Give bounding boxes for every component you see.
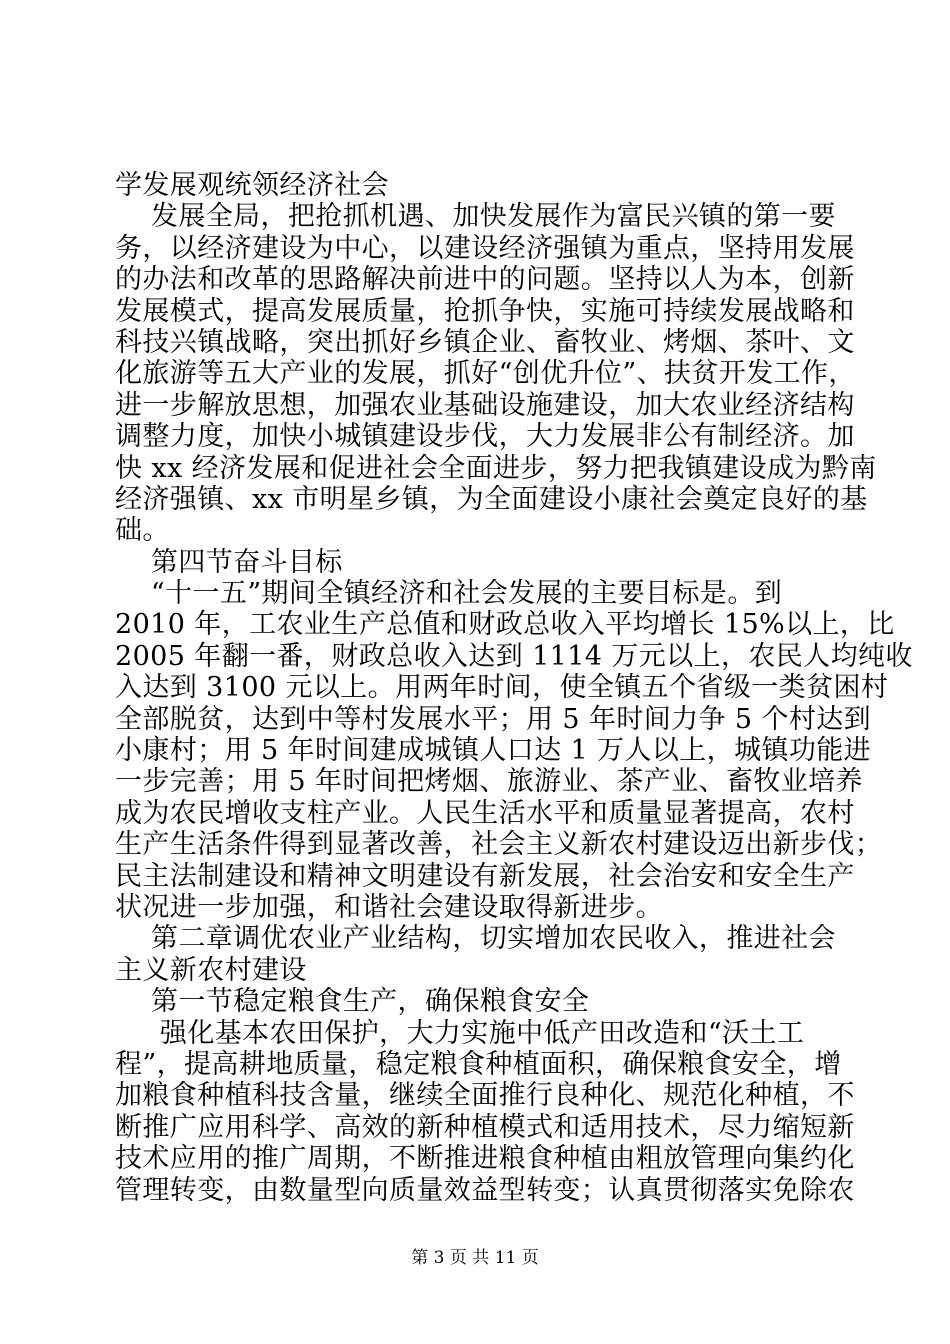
text-line: 发展模式，提高发展质量，抢抓争快，实施可持续发展战略和 bbox=[115, 295, 855, 327]
text-line: 进一步解放思想，加强农业基础设施建设，加大农业经济结构 bbox=[115, 389, 855, 421]
text-line: 经济强镇、xx 市明星乡镇，为全面建设小康社会奠定良好的基 bbox=[115, 483, 868, 515]
text-line: 断推广应用科学、高效的新种植模式和适用技术，尽力缩短新 bbox=[115, 1111, 855, 1143]
text-line: 发展全局，把抢抓机遇、加快发展作为富民兴镇的第一要 bbox=[115, 201, 836, 233]
text-line: 科技兴镇战略，突出抓好乡镇企业、畜牧业、烤烟、茶叶、文 bbox=[115, 326, 855, 358]
text-line: 入达到 3100 元以上。用两年时间，使全镇五个省级一类贫困村 bbox=[115, 672, 889, 704]
text-line: 学发展观统领经济社会 bbox=[115, 170, 389, 201]
text-line: 程”，提高耕地质量，稳定粮食种植面积，确保粮食安全，增 bbox=[115, 1048, 842, 1080]
text-line: 成为农民增收支柱产业。人民生活水平和质量显著提高，农村 bbox=[115, 797, 855, 829]
text-line: “十一五”期间全镇经济和社会发展的主要目标是。到 bbox=[115, 578, 783, 610]
page-number-footer: 第 3 页 共 11 页 bbox=[411, 1248, 539, 1268]
text-line: 快 xx 经济发展和促进社会全面进步，努力把我镇建设成为黔南 bbox=[115, 452, 877, 484]
text-line: 状况进一步加强，和谐社会建设取得新进步。 bbox=[115, 891, 663, 923]
text-line: 民主法制建设和精神文明建设有新发展，社会治安和安全生产 bbox=[115, 860, 855, 892]
text-line: 第二章调优农业产业结构，切实增加农民收入，推进社会 bbox=[115, 923, 836, 955]
text-line: 管理转变，由数量型向质量效益型转变；认真贯彻落实免除农 bbox=[115, 1174, 855, 1206]
document-body bbox=[115, 170, 913, 1206]
text-line: 务，以经济建设为中心，以建设经济强镇为重点，坚持用发展 bbox=[115, 232, 855, 264]
text-line: 技术应用的推广周期，不断推进粮食种植由粗放管理向集约化 bbox=[115, 1143, 855, 1175]
text-line: 一步完善；用 5 年时间把烤烟、旅游业、茶产业、畜牧业培养 bbox=[115, 766, 863, 798]
text-line: 调整力度，加快小城镇建设步伐，大力发展非公有制经济。加 bbox=[115, 421, 855, 453]
text-line: 全部脱贫，达到中等村发展水平；用 5 年时间力争 5 个村达到 bbox=[115, 703, 872, 735]
text-line: 的办法和改革的思路解决前进中的问题。坚持以人为本，创新 bbox=[115, 264, 855, 296]
text-line: 第四节奋斗目标 bbox=[115, 546, 343, 578]
text-line: 主义新农村建设 bbox=[115, 954, 307, 986]
text-line: 生产生活条件得到显著改善，社会主义新农村建设迈出新步伐； bbox=[115, 829, 883, 861]
text-line: 础。 bbox=[115, 515, 170, 547]
text-line: 2005 年翻一番，财政总收入达到 1114 万元以上，农民人均纯收 bbox=[115, 640, 913, 672]
text-line: 强化基本农田保护，大力实施中低产田改造和“沃土工 bbox=[115, 1017, 805, 1049]
text-line: 第一节稳定粮食生产，确保粮食安全 bbox=[115, 986, 590, 1018]
text-line: 小康村；用 5 年时间建成城镇人口达 1 万人以上，城镇功能进 bbox=[115, 735, 872, 767]
text-line: 加粮食种植科技含量，继续全面推行良种化、规范化种植，不 bbox=[115, 1080, 855, 1112]
text-line: 化旅游等五大产业的发展，抓好“创优升位”、扶贫开发工作， bbox=[115, 358, 856, 390]
text-line: 2010 年，工农业生产总值和财政总收入平均增长 15%以上，比 bbox=[115, 609, 895, 641]
